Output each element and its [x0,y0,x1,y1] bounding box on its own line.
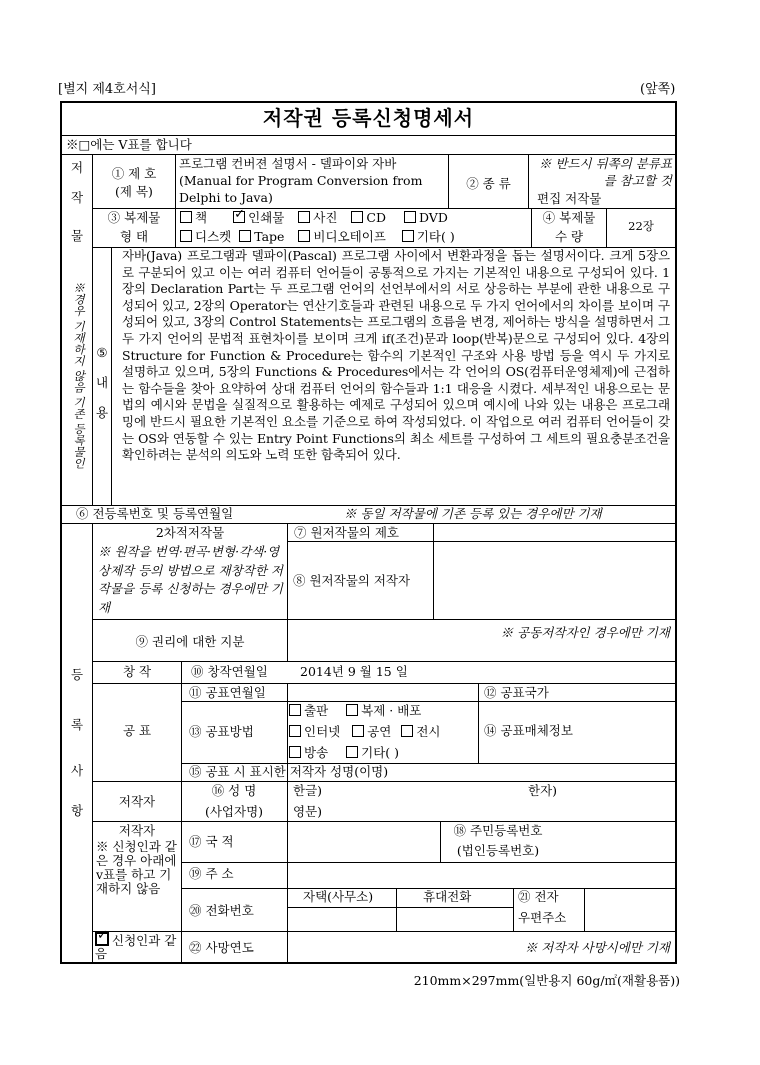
death-year-note: ※ 저작자 사망시에만 기재 [524,940,670,955]
creation-date-value: 2014년 9 월 15 일 [300,664,408,679]
work-side-label-1: 저 [70,160,84,175]
copy-form-row1 [180,210,448,225]
pub-country-label: ⑫ 공표국가 [484,685,549,700]
author-name-label: ⑯ 성 명 [211,783,257,798]
option-diskette: 디스켓 [195,229,232,244]
derivative-label: 2차적저작물 [155,525,225,540]
content-label-num: ⑤ [96,345,108,360]
pub-method-row2 [289,724,441,739]
checkbox-publish[interactable] [289,704,301,716]
pub-method-row1 [289,703,421,718]
checkbox-videotape[interactable] [298,230,310,242]
title-value: 프로그램 컨버젼 설명서 - 델파이와 자바 (Manual for Program Conversion from Delphi to Java) [179,156,423,205]
copy-qty-label-sub: 수 량 [554,229,584,244]
method-broadcast: 방송 [304,745,329,760]
author-name-label-sub: (사업자명) [204,804,264,819]
reg-side-label-3: 사 [70,763,84,778]
checkbox-same-applicant[interactable] [95,932,109,946]
title-label: ① 제 호 [111,166,157,181]
kind-value: 편집 저작물 [537,191,602,206]
share-label: ⑨ 권리에 대한 지분 [135,634,245,649]
author-label: 저작자 [118,794,156,809]
work-side-label-3: 물 [70,228,84,243]
publication-label: 공 표 [122,723,152,738]
email-label-sub: 우편주소 [518,910,567,925]
copy-form-row2 [180,229,455,244]
address-label: ⑲ 주 소 [189,866,234,881]
checkbox-tape[interactable] [239,230,251,242]
prev-reg-label: ⑥ 전등록번호 및 등록연월일 [76,506,234,521]
method-exhibition: 전시 [416,724,441,739]
phone-home-label: 자택(사무소) [303,889,374,904]
method-distribute: 복제 · 배포 [361,703,422,718]
share-note: ※ 공동저작자인 경우에만 기재 [500,625,670,640]
option-videotape: 비디오테이프 [313,229,386,244]
option-dvd: DVD [419,210,448,225]
option-photo: 사진 [313,210,338,225]
pub-media-label: ⑭ 공표매체정보 [484,723,573,738]
author2-note: ※ 신청인과 같은 경우 아래에 v표를 하고 기재하지 않음 [96,839,177,896]
checkbox-internet[interactable] [289,725,301,737]
author-english: 영문) [293,804,323,819]
method-other: 기타( ) [361,745,400,760]
kind-note: ※ 반드시 뒤쪽의 분류표를 참고할 것 [538,156,672,188]
checkbox-other[interactable] [402,230,414,242]
copy-form-label-sub: 형 태 [119,229,149,244]
death-year-label: ㉒ 사망연도 [189,940,254,955]
orig-title-label: ⑦ 원저작물의 제호 [294,525,399,540]
reg-side-label-1: 등 [70,667,84,682]
checkbox-cd[interactable] [351,211,363,223]
page-side: (앞쪽) [640,82,676,97]
pub-method-row3 [289,745,399,760]
title-label-sub: (제 목) [115,184,153,199]
phone-mobile-label: 휴대전화 [423,889,472,904]
paper-spec: 210mm×297mm(일반용지 60g/㎡(재활용품)) [413,973,680,988]
content-side-note: ※경우 기재하지 않음 기존 등록물인 [72,282,86,470]
checkbox-broadcast[interactable] [289,746,301,758]
option-print: 인쇄물 [248,210,285,225]
checkbox-book[interactable] [180,211,192,223]
option-tape: Tape [254,229,285,244]
checkbox-photo[interactable] [298,211,310,223]
option-other: 기타( ) [416,229,455,244]
checkbox-performance[interactable] [352,725,364,737]
email-label: ㉑ 전자 [518,889,559,904]
form-title: 저작권 등록신청명세서 [262,106,475,130]
checkbox-exhibition[interactable] [401,725,413,737]
copy-qty-label: ④ 복제물 [542,210,596,225]
derivative-note: ※ 원작을 번역·편곡·변형·각색·영상제작 등의 방법으로 재창작한 저작물을 등록 신청하는 경우에만 기재 [98,544,283,615]
method-internet: 인터넷 [304,724,341,739]
author2-label: 저작자 [118,823,156,838]
creation-date-label: ⑩ 창작연월일 [191,664,268,679]
work-side-label-2: 작 [70,190,84,205]
kind-label: ② 종 류 [466,176,511,191]
checkbox-diskette[interactable] [180,230,192,242]
pub-name-label: ⑮ 공표 시 표시한 저작자 성명(이명) [189,764,389,779]
nation-label: ⑰ 국 적 [189,834,234,849]
content-text: 자바(Java) 프로그램과 델파이(Pascal) 프로그램 사이에서 변환과정을 돕는 설명서이다. 크게 5장으로 구분되어 있고 이는 여러 컴퓨터 언어들이 공통적으로 가지는 기본적인 내용으로 구성되어 있다. 1장의 Declaration Part는 두 프로그램 언어의 선언부에서의 서로 상응하는 부분에 관한 내용으로 구성되어 있고, 2장의 Operator는 연산기호들과 관련된 내용으로 두 가지 언어에서의 차이를 보이며 구성되어 있고, 3장의 Control Statements는 프로그램의 흐름을 변경, 제어하는 방식을 설명하면서 그 두 가지 언어의 문법적 표현차이를 보이며 크게 if(조건)문과 loop(반복)문으로 구성되어 있다. 4장의 Structure for Function & Procedure는 함수의 기본적인 구조와 사용 방법 등을 역시 두 가지로 설명하고 있으며, 5장의 Functions & Procedures에서는 각 언어의 OS(컴퓨터운영체제)에 근접하는 함수들을 찾아 요약하여 상대 컴퓨터 언어의 함수들과 1:1 대응을 시켰다. 세부적인 내용으로는 문법의 예시와 문법을 실질적으로 활용하는 예제로 구성되어 있으며 예시에 나와 있는 내용은 프로그래밍에 반드시 필요한 기본적인 요소를 기준으로 하여 작성되었다. 이 작업으로 여러 컴퓨터 언어들이 갖는 OS와 연동할 수 있는 Entry Point Functions의 최소 세트를 구성하여 그 세트의 필요충분조건을 확인하려는 분석의 의도와 노력 또한 함축되어 있다. [122,248,670,463]
prev-reg-note: ※ 동일 저작물에 기존 등록 있는 경우에만 기재 [344,506,602,521]
reg-side-label-2: 록 [70,717,84,732]
rrn-label: ⑱ 주민등록번호 [453,823,543,838]
phone-label: ⑳ 전화번호 [189,903,254,918]
option-book: 책 [195,210,208,225]
pub-date-label: ⑪ 공표연월일 [189,685,266,700]
checkbox-distribute[interactable] [346,704,358,716]
checkbox-method-other[interactable] [346,746,358,758]
content-label-2: 용 [95,405,109,420]
method-publish: 출판 [304,703,329,718]
check-instruction: ※□에는 V표를 합니다 [66,137,192,152]
copy-qty-value: 22장 [628,219,654,233]
rrn-label-sub: (법인등록번호) [456,843,540,858]
same-as-applicant [95,932,181,960]
reg-side-label-4: 항 [70,803,84,818]
checkbox-print[interactable] [233,211,245,223]
option-cd: CD [366,210,387,225]
orig-author-label: ⑧ 원저작물의 저작자 [293,573,411,588]
author-hanja: 한자) [528,783,558,798]
content-label-1: 내 [95,375,109,390]
copy-form-label: ③ 복제물 [107,210,161,225]
method-performance: 공연 [367,724,392,739]
checkbox-dvd[interactable] [404,211,416,223]
pub-method-label: ⑬ 공표방법 [189,724,254,739]
same-applicant-label: 신청인과 같음 [95,933,177,961]
creation-label: 창 작 [122,664,152,679]
form-id: [별지 제4호서식] [58,82,156,97]
author-korean: 한글) [293,783,323,798]
